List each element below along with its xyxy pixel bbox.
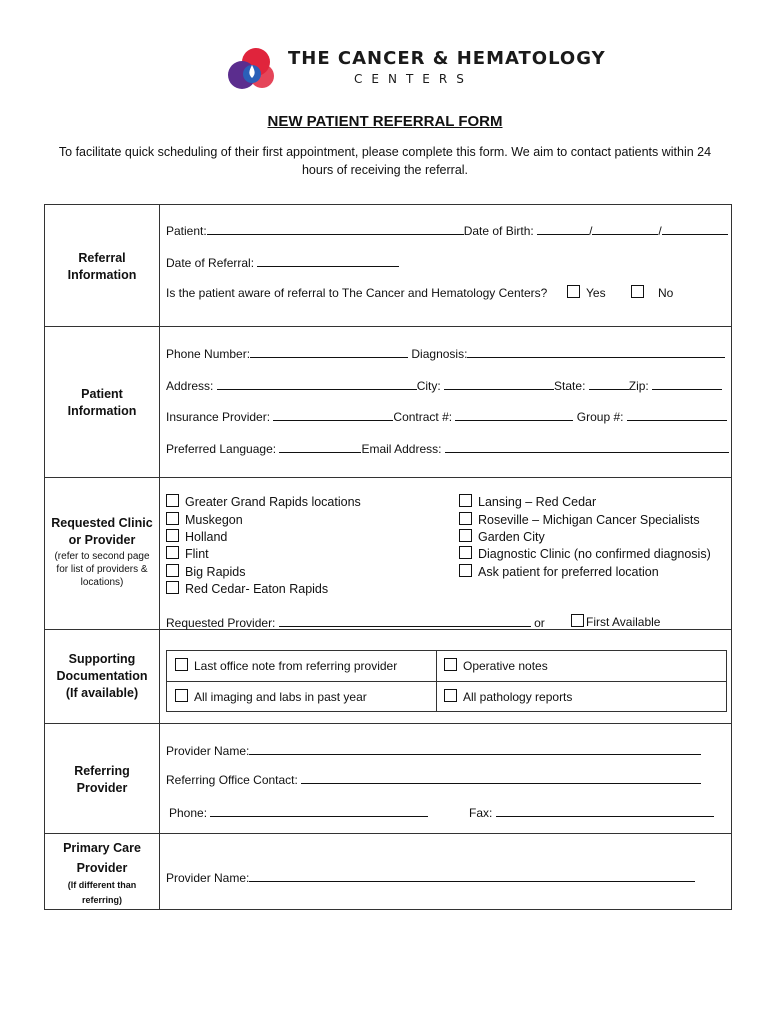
table-divider xyxy=(167,681,726,682)
section-divider xyxy=(45,723,731,724)
checkbox-icon xyxy=(166,546,179,559)
clinic-option[interactable] xyxy=(459,546,711,561)
patient-label: Patient: xyxy=(166,224,207,238)
option-label: Operative notes xyxy=(463,659,548,673)
doc-option[interactable] xyxy=(444,689,572,704)
phone-diagnosis-field[interactable] xyxy=(166,346,725,361)
referring-provider-label xyxy=(45,763,159,797)
section-divider xyxy=(45,477,731,478)
checkbox-icon xyxy=(631,285,644,298)
patient-field[interactable]: Patient: Date of Birth: / / xyxy=(166,223,728,238)
option-label: Big Rapids xyxy=(185,565,246,579)
label-line: Referral xyxy=(78,251,126,265)
city-label: City: xyxy=(416,379,441,393)
option-label: Garden City xyxy=(478,530,545,544)
checkbox-icon xyxy=(459,529,472,542)
label-line: Requested Clinic xyxy=(51,516,153,530)
option-label: Muskegon xyxy=(185,513,243,527)
requested-provider-label: Requested Provider: xyxy=(166,616,276,630)
org-name-line1: THE CANCER & HEMATOLOGY xyxy=(288,48,606,69)
option-label: Roseville – Michigan Cancer Specialists xyxy=(478,513,700,527)
label-line: Provider xyxy=(76,861,128,875)
label-line: Referring xyxy=(74,764,130,778)
primary-care-label xyxy=(45,838,159,908)
language-label: Preferred Language: xyxy=(166,442,277,456)
option-label: Last office note from referring provider xyxy=(194,659,398,673)
contract-label: Contract #: xyxy=(393,410,453,424)
referral-form xyxy=(44,204,732,910)
date-of-referral-label: Date of Referral: xyxy=(166,256,255,270)
doc-option[interactable] xyxy=(175,689,367,704)
intro-line1: To facilitate quick scheduling of their first appointment, please complete this form. We aim to contact patients within 24 xyxy=(58,145,712,159)
yes-label: Yes xyxy=(586,286,606,300)
phone-label: Phone Number: xyxy=(166,347,251,361)
insurance-label: Insurance Provider: xyxy=(166,410,271,424)
note-line: locations) xyxy=(80,577,124,588)
option-label: Ask patient for preferred location xyxy=(478,565,659,579)
dob-label: Date of Birth: xyxy=(463,224,534,238)
checkbox-icon xyxy=(166,564,179,577)
checkbox-icon xyxy=(444,658,457,671)
checkbox-icon xyxy=(166,529,179,542)
fax-label: Fax: xyxy=(469,806,493,820)
label-line: (If available) xyxy=(65,686,139,700)
checkbox-icon xyxy=(459,564,472,577)
option-label: Greater Grand Rapids locations xyxy=(185,495,361,509)
option-label: All pathology reports xyxy=(463,690,573,704)
email-label: Email Address: xyxy=(361,442,442,456)
checkbox-icon xyxy=(444,689,457,702)
requested-clinic-label xyxy=(45,515,159,590)
option-label: Holland xyxy=(185,530,228,544)
option-label: Flint xyxy=(185,547,209,561)
checkbox-icon xyxy=(567,285,580,298)
org-name-line2: CENTERS xyxy=(354,72,473,86)
option-label: All imaging and labs in past year xyxy=(194,690,367,704)
insurance-field[interactable] xyxy=(166,409,727,424)
label-line: Information xyxy=(67,268,137,282)
supporting-docs-table xyxy=(166,650,727,712)
referring-provider-name-field[interactable] xyxy=(166,743,701,758)
doc-option[interactable] xyxy=(444,658,548,673)
language-email-field[interactable] xyxy=(166,441,729,456)
aware-no-checkbox[interactable] xyxy=(631,285,673,300)
address-label: Address: xyxy=(166,379,214,393)
label-line: Provider xyxy=(76,781,128,795)
address-field[interactable] xyxy=(166,378,722,393)
provider-name-label: Provider Name: xyxy=(166,744,250,758)
clinic-option[interactable] xyxy=(459,564,659,579)
aware-yes-checkbox[interactable] xyxy=(567,285,606,300)
zip-label: Zip: xyxy=(628,379,649,393)
aware-question-label: Is the patient aware of referral to The Cancer and Hematology Centers? xyxy=(166,286,548,300)
note-line: (If different than xyxy=(67,880,137,890)
clinic-option[interactable] xyxy=(166,564,245,579)
column-divider xyxy=(159,205,160,909)
no-label: No xyxy=(658,286,674,300)
office-contact-label: Referring Office Contact: xyxy=(166,773,298,787)
clinic-option[interactable] xyxy=(166,494,361,509)
checkbox-icon xyxy=(175,689,188,702)
referring-fax-field[interactable] xyxy=(469,805,714,820)
logo-icon xyxy=(226,44,278,94)
first-available-checkbox[interactable] xyxy=(571,614,660,629)
option-label: Red Cedar- Eaton Rapids xyxy=(185,582,329,596)
referring-phone-field[interactable] xyxy=(169,805,428,820)
label-line: Supporting xyxy=(68,652,136,666)
note-line: referring) xyxy=(81,895,122,905)
clinic-option[interactable] xyxy=(166,529,227,544)
primary-care-provider-name-field[interactable] xyxy=(166,870,695,885)
intro-line2: hours of receiving the referral. xyxy=(301,163,469,177)
supporting-docs-label xyxy=(45,651,159,702)
option-label: Lansing – Red Cedar xyxy=(478,495,597,509)
referring-office-contact-field[interactable] xyxy=(166,772,701,787)
checkbox-icon xyxy=(166,512,179,525)
or-label: or xyxy=(534,616,545,630)
phone-label: Phone: xyxy=(169,806,208,820)
note-line: for list of providers & xyxy=(56,564,148,575)
checkbox-icon xyxy=(175,658,188,671)
label-line: or Provider xyxy=(68,533,136,547)
section-divider xyxy=(45,833,731,834)
doc-option[interactable] xyxy=(175,658,397,673)
option-label: Diagnostic Clinic (no confirmed diagnosis) xyxy=(478,547,711,561)
checkbox-icon xyxy=(459,494,472,507)
section-divider xyxy=(45,326,731,327)
date-of-referral-field[interactable] xyxy=(166,255,399,270)
label-line: Primary Care xyxy=(63,841,141,855)
note-line: (refer to second page xyxy=(54,551,150,562)
aware-question xyxy=(166,286,547,300)
label-line: Information xyxy=(67,404,137,418)
state-label: State: xyxy=(554,379,586,393)
label-line: Patient xyxy=(81,387,123,401)
clinic-option[interactable] xyxy=(166,581,328,596)
referral-info-label xyxy=(45,250,159,284)
diagnosis-label: Diagnosis: xyxy=(411,347,468,361)
page-title: NEW PATIENT REFERRAL FORM xyxy=(267,113,503,130)
checkbox-icon xyxy=(166,581,179,594)
table-divider xyxy=(436,651,437,711)
intro-text xyxy=(40,143,730,179)
requested-provider-field[interactable] xyxy=(166,615,545,630)
checkbox-icon xyxy=(459,546,472,559)
clinic-option[interactable] xyxy=(459,494,596,509)
label-line: Documentation xyxy=(56,669,148,683)
checkbox-icon xyxy=(459,512,472,525)
group-label: Group #: xyxy=(576,410,624,424)
clinic-option[interactable] xyxy=(166,512,243,527)
checkbox-icon xyxy=(571,614,584,627)
provider-name-label: Provider Name: xyxy=(166,871,250,885)
first-available-label: First Available xyxy=(586,615,661,629)
clinic-option[interactable] xyxy=(166,546,209,561)
patient-info-label xyxy=(45,386,159,420)
clinic-option[interactable] xyxy=(459,512,700,527)
checkbox-icon xyxy=(166,494,179,507)
clinic-option[interactable] xyxy=(459,529,545,544)
